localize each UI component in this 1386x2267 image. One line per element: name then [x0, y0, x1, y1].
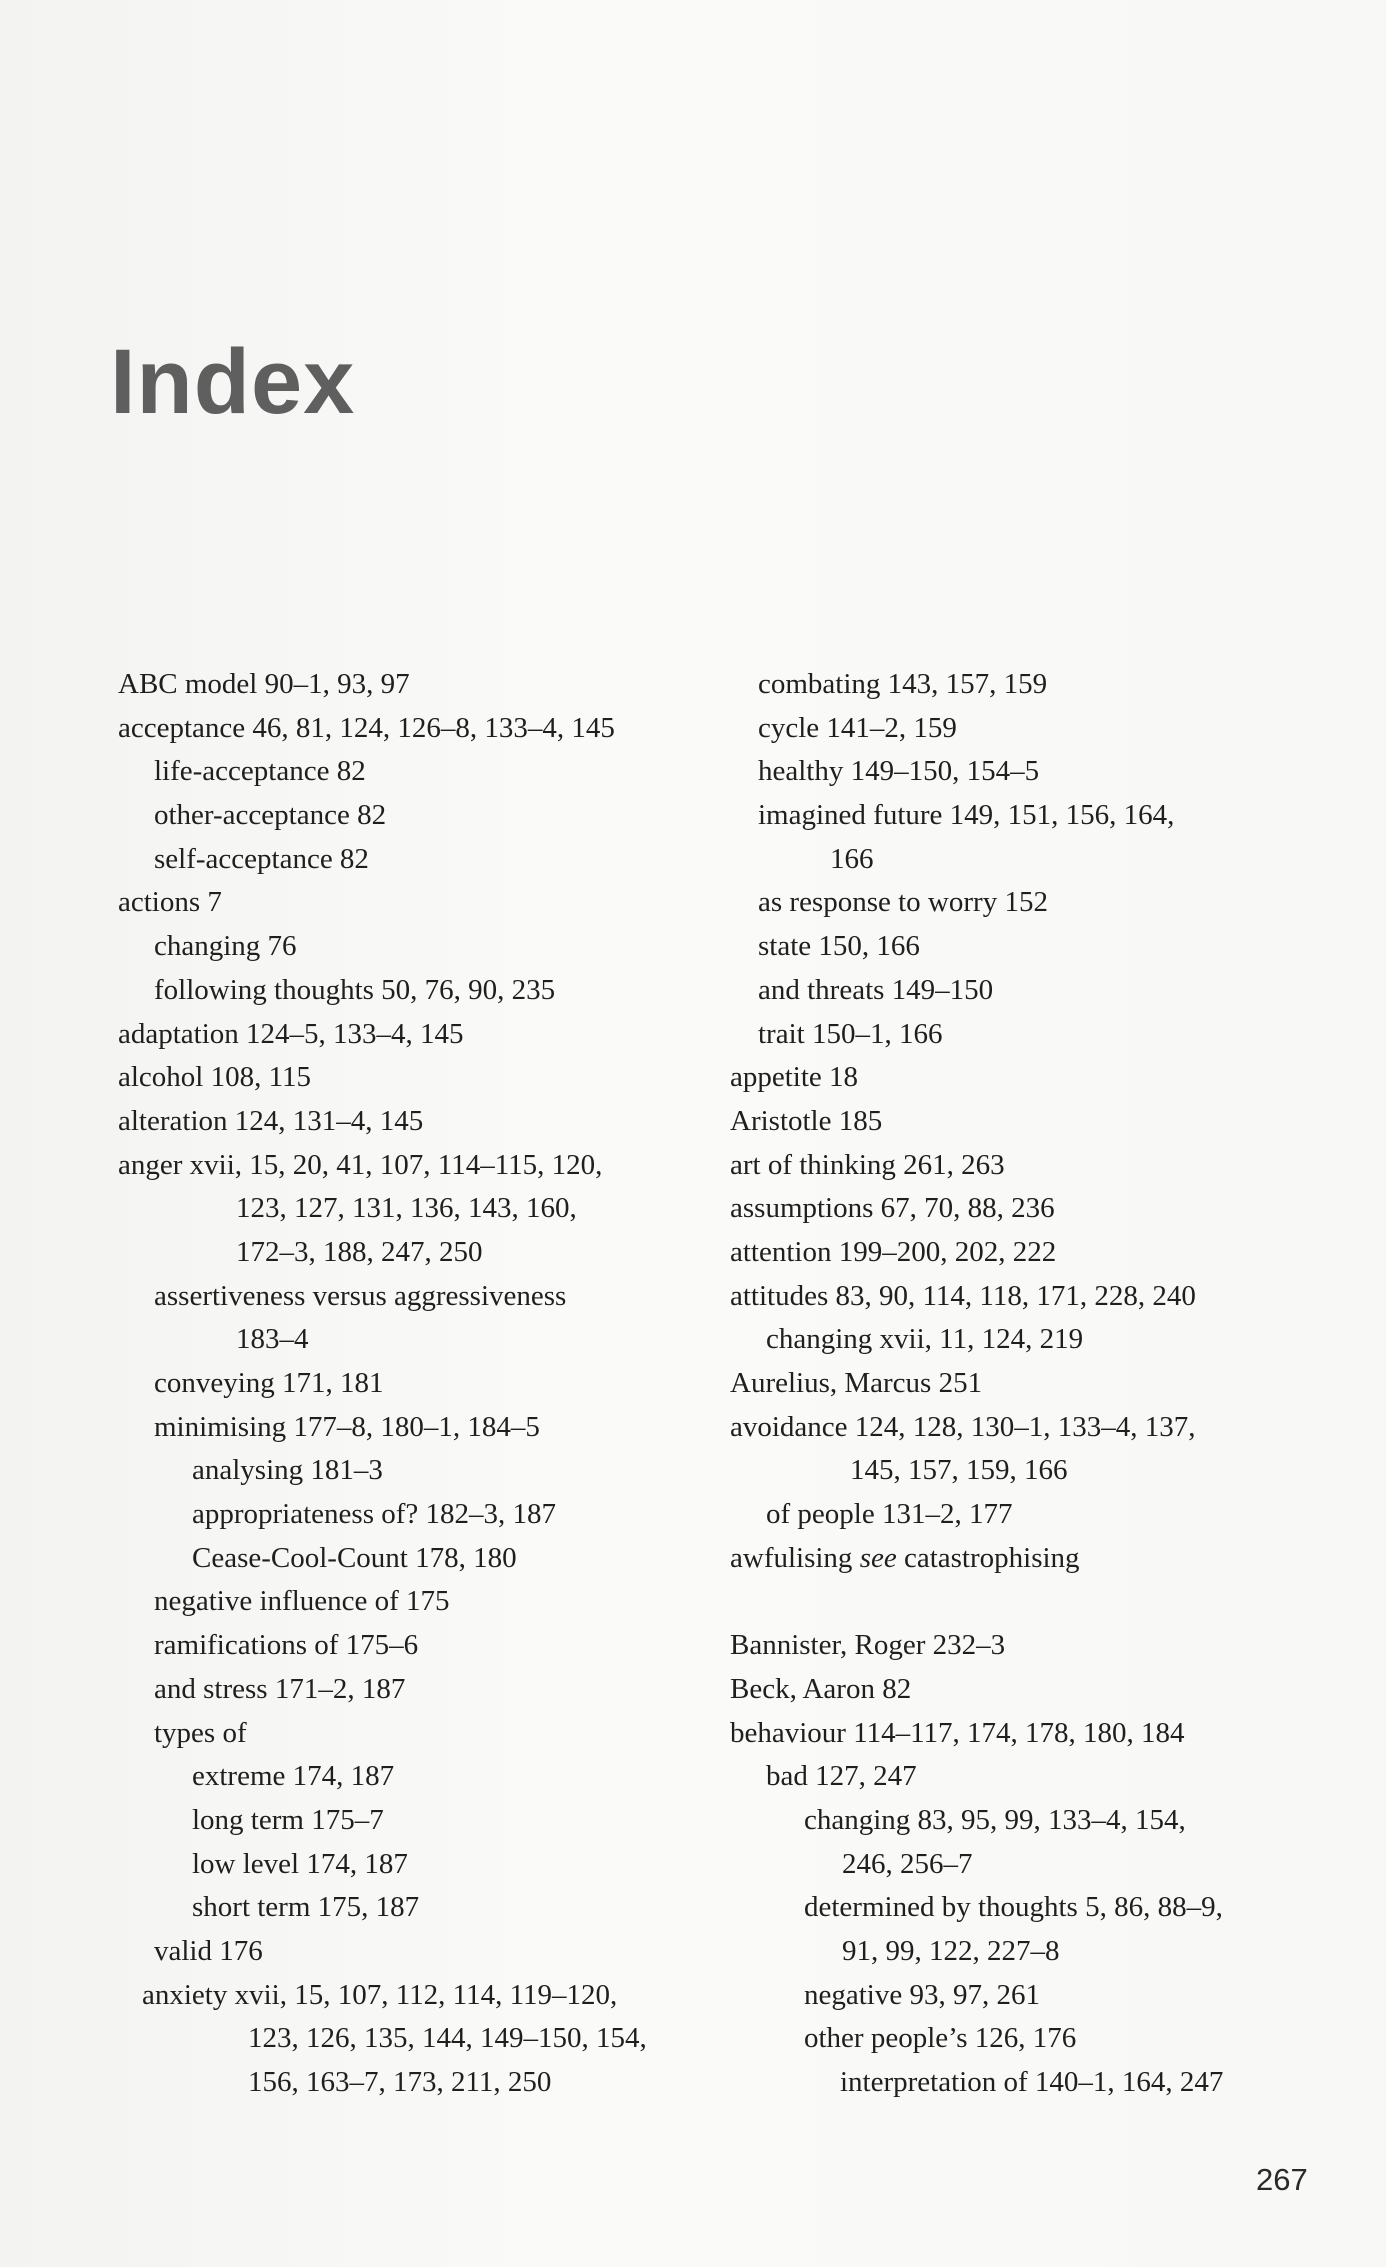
index-entry: ABC model 90–1, 93, 97: [118, 668, 410, 700]
index-column-right: [730, 663, 1330, 2105]
index-subentry: negative influence of 175: [154, 1585, 450, 1618]
index-entry: actions 7: [118, 886, 222, 919]
index-subentry: changing 76: [154, 930, 297, 963]
index-subentry: bad 127, 247: [766, 1760, 917, 1793]
index-subentry: following thoughts 50, 76, 90, 235: [154, 973, 556, 1006]
index-subsubentry: long term 175–7: [192, 1803, 384, 1836]
index-subentry: ramifications of 175–6: [154, 1629, 419, 1662]
index-subsubentry: extreme 174, 187: [192, 1760, 395, 1793]
index-entry: behaviour 114–117, 174, 178, 180, 184: [730, 1716, 1185, 1749]
index-entry: Bannister, Roger 232–3: [730, 1629, 1006, 1662]
index-subentry: as response to worry 152: [758, 886, 1048, 919]
index-subsubentry: determined by thoughts 5, 86, 88–9,: [804, 1891, 1223, 1924]
index-subsubentry: Cease-Cool-Count 178, 180: [192, 1541, 517, 1574]
index-entry-continuation: 172–3, 188, 247, 250: [236, 1235, 483, 1268]
index-subsubentry: low level 174, 187: [192, 1847, 408, 1880]
index-entry: acceptance 46, 81, 124, 126–8, 133–4, 145: [118, 711, 615, 744]
index-subentry: other-acceptance 82: [154, 799, 387, 832]
index-entry: art of thinking 261, 263: [730, 1148, 1005, 1181]
index-entry: Beck, Aaron 82: [730, 1672, 912, 1705]
index-entry-continuation: 123, 126, 135, 144, 149–150, 154,: [248, 2022, 647, 2055]
index-subentry: trait 150–1, 166: [758, 1017, 943, 1050]
index-entry: Aurelius, Marcus 251: [730, 1367, 983, 1399]
page-title: Index: [110, 331, 356, 433]
index-entry-cross-reference: [730, 1537, 1330, 1581]
index-subentry: cycle 141–2, 159: [758, 711, 957, 744]
index-entry: anger xvii, 15, 20, 41, 107, 114–115, 120,: [118, 1148, 603, 1181]
index-entry: alcohol 108, 115: [118, 1061, 312, 1094]
index-entry-continuation: 156, 163–7, 173, 211, 250: [248, 2066, 552, 2098]
see-target: catastrophising: [903, 1541, 1080, 1574]
index-subentry: life-acceptance 82: [154, 755, 366, 788]
index-subentry: and stress 171–2, 187: [154, 1672, 406, 1705]
index-subsubentry: changing 83, 95, 99, 133–4, 154,: [804, 1803, 1186, 1836]
page-number: 267: [1256, 2162, 1308, 2197]
index-subsubentry: other people’s 126, 176: [804, 2022, 1077, 2055]
index-entry-continuation: 91, 99, 122, 227–8: [842, 1934, 1060, 1967]
index-entry-continuation: 145, 157, 159, 166: [850, 1454, 1068, 1487]
index-subsubentry: short term 175, 187: [192, 1891, 420, 1924]
index-subsubentry: appropriateness of? 182–3, 187: [192, 1498, 557, 1531]
index-entry-continuation: 183–4: [236, 1323, 309, 1356]
index-entry: adaptation 124–5, 133–4, 145: [118, 1017, 464, 1050]
index-subentry: combating 143, 157, 159: [758, 668, 1048, 700]
index-subentry: of people 131–2, 177: [766, 1498, 1013, 1531]
index-subentry: assertiveness versus aggressiveness: [154, 1279, 567, 1312]
index-entry: assumptions 67, 70, 88, 236: [730, 1192, 1055, 1225]
index-entry: attitudes 83, 90, 114, 118, 171, 228, 240: [730, 1279, 1196, 1312]
index-subentry: minimising 177–8, 180–1, 184–5: [154, 1410, 540, 1443]
index-subentry: imagined future 149, 151, 156, 164,: [758, 799, 1175, 832]
index-column-left: [118, 663, 718, 2105]
index-subentry: and threats 149–150: [758, 973, 994, 1006]
index-subentry: valid 176: [154, 1934, 263, 1967]
index-subentry: changing xvii, 11, 124, 219: [766, 1323, 1084, 1356]
index-entry: anxiety xvii, 15, 107, 112, 114, 119–120,: [142, 1978, 618, 2011]
index-entry: avoidance 124, 128, 130–1, 133–4, 137,: [730, 1410, 1196, 1443]
section-gap: [730, 1580, 1330, 1624]
index-entry: Aristotle 185: [730, 1104, 883, 1137]
index-subentry: conveying 171, 181: [154, 1367, 384, 1399]
index-entry-continuation: 123, 127, 131, 136, 143, 160,: [236, 1192, 577, 1225]
entry-term: awfulising: [730, 1541, 853, 1574]
index-subentry: self-acceptance 82: [154, 842, 369, 875]
index-subentry: types of: [154, 1716, 247, 1749]
index-subsubentry: analysing 181–3: [192, 1454, 383, 1487]
index-entry: alteration 124, 131–4, 145: [118, 1104, 424, 1137]
index-subsubsubentry: interpretation of 140–1, 164, 247: [840, 2066, 1224, 2098]
index-entry: attention 199–200, 202, 222: [730, 1235, 1057, 1268]
index-subsubentry: negative 93, 97, 261: [804, 1978, 1040, 2011]
index-entry-continuation: 246, 256–7: [842, 1847, 973, 1880]
index-entry-continuation: 166: [830, 842, 874, 875]
index-entry: appetite 18: [730, 1061, 859, 1094]
index-subentry: healthy 149–150, 154–5: [758, 755, 1040, 788]
index-subentry: state 150, 166: [758, 930, 920, 963]
see-label: see: [859, 1541, 897, 1574]
